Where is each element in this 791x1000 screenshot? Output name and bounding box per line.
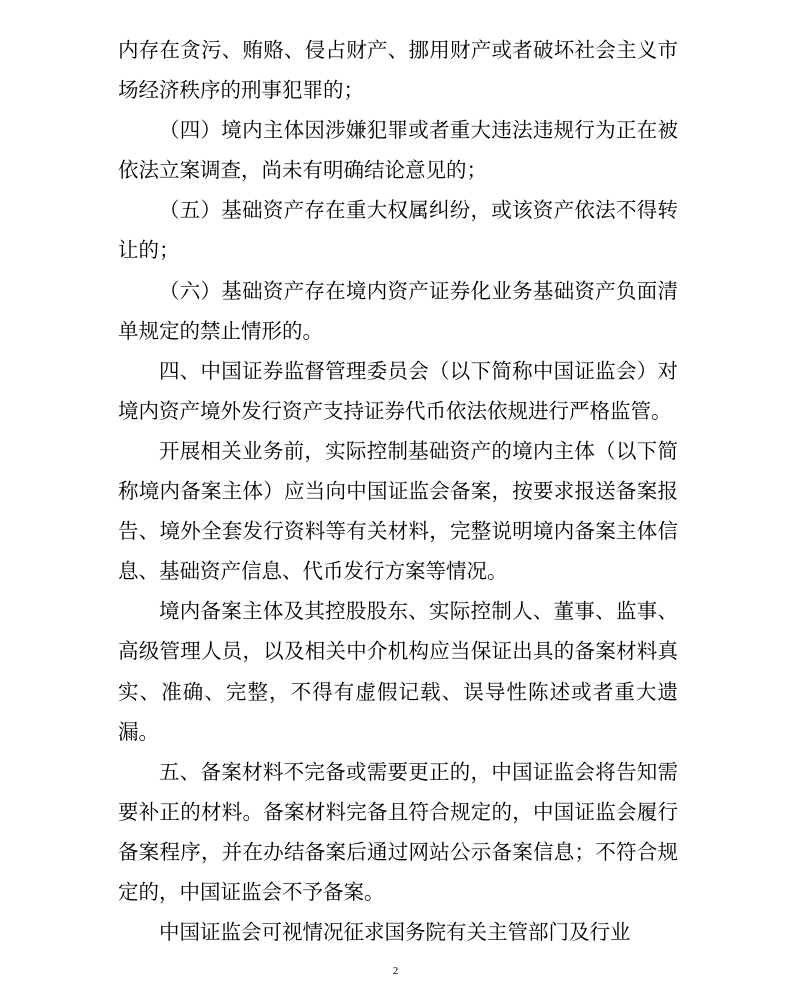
paragraph: 开展相关业务前，实际控制基础资产的境内主体（以下简称境内备案主体）应当向中国证监会备案，按要求报送备案报告、境外全套发行资料等有关材料，完整说明境内备案主体信息、基础资产信息、代币发行方案等情况。 <box>118 438 678 584</box>
paragraph: （六）基础资产存在境内资产证券化业务基础资产负面清单规定的禁止情形的。 <box>118 278 678 343</box>
paragraph: （五）基础资产存在重大权属纠纷，或该资产依法不得转让的； <box>118 198 678 263</box>
paragraph: 四、中国证券监督管理委员会（以下简称中国证监会）对境内资产境外发行资产支持证券代币依法依规进行严格监管。 <box>118 358 678 423</box>
paragraph: 中国证监会可视情况征求国务院有关主管部门及行业 <box>159 920 631 945</box>
document-body <box>118 30 678 952</box>
paragraph: 内存在贪污、贿赂、侵占财产、挪用财产或者破坏社会主义市场经济秩序的刑事犯罪的； <box>118 38 678 103</box>
paragraph: 境内备案主体及其控股股东、实际控制人、董事、监事、高级管理人员，以及相关中介机构应当保证出具的备案材料真实、准确、完整，不得有虚假记载、误导性陈述或者重大遗漏。 <box>118 599 678 744</box>
paragraph: 五、备案材料不完备或需要更正的，中国证监会将告知需要补正的材料。备案材料完备且符合规定的，中国证监会履行备案程序，并在办结备案后通过网站公示备案信息；不符合规定的，中国证监会不予备案。 <box>118 759 678 904</box>
paragraph: （四）境内主体因涉嫌犯罪或者重大违法违规行为正在被依法立案调查，尚未有明确结论意见的； <box>118 118 678 183</box>
page-number: 2 <box>392 965 399 977</box>
